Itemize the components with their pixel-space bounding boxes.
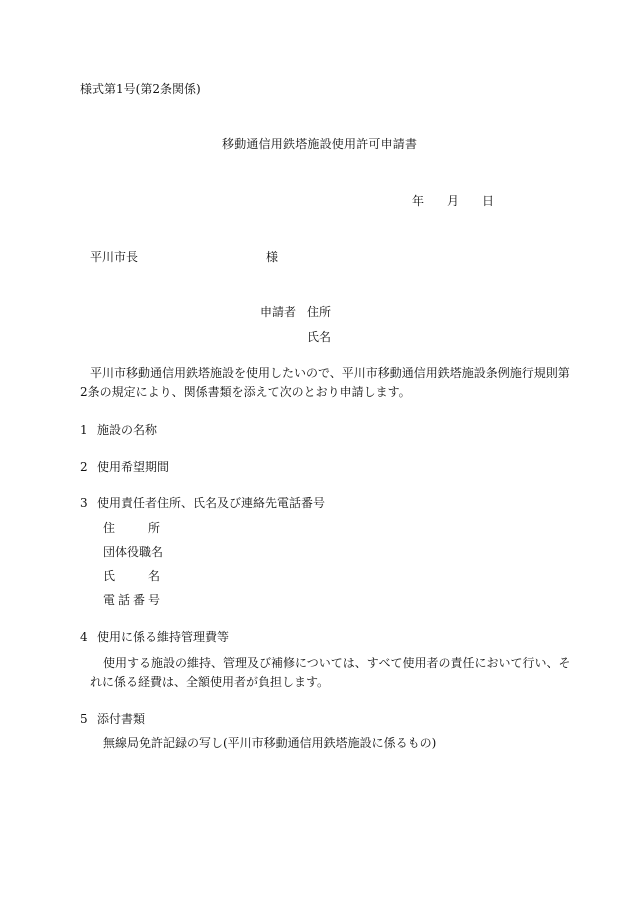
responsible-org-title-label: 団体役職名 [103, 545, 164, 559]
addressee-honorific: 様 [266, 250, 279, 264]
item-label-maintenance-costs: 使用に係る維持管理費等 [97, 630, 230, 644]
attachment-text: 無線局免許記録の写し(平川市移動通信用鉄塔施設に係るもの) [103, 736, 437, 750]
item-label-facility-name: 施設の名称 [97, 423, 158, 437]
item-number: 5 [80, 712, 88, 726]
item-number: 4 [80, 630, 88, 644]
request-body-line-2: 2条の規定により、関係書類を添えて次のとおり申請します。 [80, 385, 411, 399]
applicant-label: 申請者 [260, 305, 297, 319]
responsible-address-label: 住 所 [103, 521, 160, 535]
date-day-label: 日 [482, 194, 495, 208]
maintenance-text-line-1: 使用する施設の維持、管理及び補修については、すべて使用者の責任において行い、そ [103, 656, 571, 670]
item-label-responsible-person: 使用責任者住所、氏名及び連絡先電話番号 [97, 496, 326, 510]
applicant-address-label: 住所 [307, 305, 332, 319]
request-body-line-1: 平川市移動通信用鉄塔施設を使用したいので、平川市移動通信用鉄塔施設条例施行規則第 [90, 366, 570, 380]
item-label-attachments: 添付書類 [97, 712, 146, 726]
document-title: 移動通信用鉄塔施設使用許可申請書 [222, 137, 418, 151]
date-year-label: 年 [412, 194, 425, 208]
responsible-name-label: 氏 名 [103, 569, 160, 583]
item-number: 3 [80, 496, 88, 510]
addressee-name: 平川市長 [90, 250, 139, 264]
responsible-phone-label: 電 話 番 号 [103, 593, 160, 607]
item-number: 2 [80, 460, 88, 474]
maintenance-text-line-2: れに係る経費は、全額使用者が負担します。 [90, 675, 330, 689]
form-number: 様式第1号(第2条関係) [80, 82, 201, 96]
date-month-label: 月 [447, 194, 460, 208]
item-number: 1 [80, 423, 88, 437]
item-label-usage-period: 使用希望期間 [97, 460, 170, 474]
applicant-name-label: 氏名 [307, 330, 332, 344]
